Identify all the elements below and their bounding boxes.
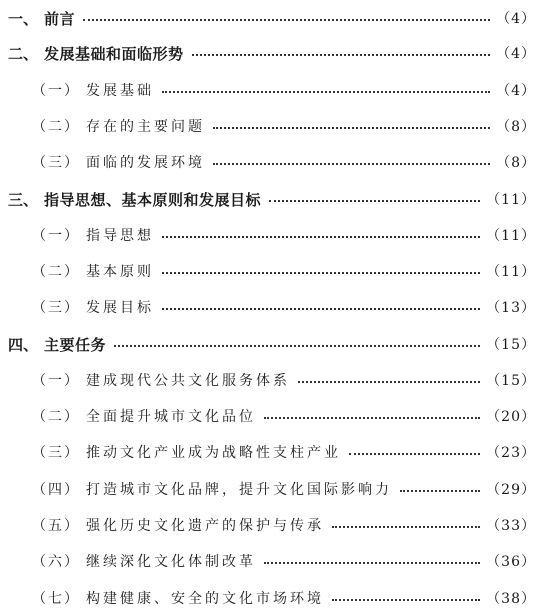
toc-entry-number: （四） (32, 482, 80, 498)
toc-entry-title: 构建健康、安全的文化市场环境 (86, 591, 324, 607)
toc-entry-number: （三） (32, 445, 80, 461)
toc-entry-subsection[interactable] (0, 476, 544, 502)
toc-entry-page: （8） (496, 119, 536, 135)
toc-entry-title: 打造城市文化品牌，提升文化国际影响力 (86, 482, 392, 498)
toc-entry-page: （4） (496, 46, 536, 62)
toc-entry-page: （13） (486, 300, 536, 316)
toc-entry-section[interactable] (0, 331, 544, 357)
dot-leader (162, 77, 490, 103)
toc-entry-preface[interactable] (0, 5, 544, 31)
dot-leader (162, 222, 480, 248)
toc-entry-title: 存在的主要问题 (86, 119, 205, 135)
toc-entry-section[interactable] (0, 40, 544, 66)
toc-entry-subsection[interactable] (0, 439, 544, 465)
dot-leader (213, 113, 490, 139)
toc-entry-title: 建成现代公共文化服务体系 (86, 373, 290, 389)
toc-entry-number: （三） (32, 155, 80, 171)
toc-entry-number: （二） (32, 264, 80, 280)
toc-entry-number: （三） (32, 300, 80, 316)
toc-entry-subsection[interactable] (0, 548, 544, 574)
toc-entry-page: （11） (486, 264, 536, 280)
dot-leader (269, 186, 480, 212)
toc-entry-title: 指导思想 (86, 228, 154, 244)
toc-entry-page: （15） (486, 373, 536, 389)
dot-leader (264, 403, 480, 429)
toc-entry-page: （33） (486, 518, 536, 534)
toc-entry-page: （15） (486, 337, 536, 353)
dot-leader (213, 149, 490, 175)
toc-entry-page: （4） (496, 11, 536, 27)
toc-entry-subsection[interactable] (0, 149, 544, 175)
toc-entry-title: 前言 (44, 9, 76, 28)
toc-entry-number: （二） (32, 409, 80, 425)
toc-entry-page: （23） (486, 445, 536, 461)
dot-leader (400, 476, 480, 502)
toc-entry-number: （二） (32, 119, 80, 135)
toc-entry-number: （五） (32, 518, 80, 534)
toc-entry-section[interactable] (0, 186, 544, 212)
toc-entry-number: （七） (32, 591, 80, 607)
dot-leader (264, 548, 480, 574)
toc-entry-number: 二、 (8, 44, 39, 63)
toc-entry-number: （一） (32, 373, 80, 389)
dot-leader (162, 258, 480, 284)
toc-entry-number: （一） (32, 228, 80, 244)
toc-entry-number: （一） (32, 83, 80, 99)
toc-entry-page: （20） (486, 409, 536, 425)
toc-entry-page: （38） (486, 591, 536, 607)
dot-leader (332, 585, 480, 611)
toc-entry-page: （4） (496, 83, 536, 99)
toc-entry-title: 主要任务 (44, 335, 107, 354)
toc-entry-title: 继续深化文化体制改革 (86, 554, 256, 570)
toc-entry-title: 全面提升城市文化品位 (86, 409, 256, 425)
toc-entry-number: （六） (32, 554, 80, 570)
dot-leader (114, 331, 480, 357)
toc-entry-title: 发展基础和面临形势 (44, 44, 184, 63)
toc-entry-subsection[interactable] (0, 258, 544, 284)
toc-entry-subsection[interactable] (0, 113, 544, 139)
toc-entry-number: 三、 (8, 190, 39, 209)
toc-entry-title: 发展基础 (86, 83, 154, 99)
toc-entry-title: 基本原则 (86, 264, 154, 280)
toc-entry-subsection[interactable] (0, 512, 544, 538)
toc-entry-title: 指导思想、基本原则和发展目标 (44, 190, 262, 209)
toc-entry-page: （11） (486, 192, 536, 208)
toc-entry-subsection[interactable] (0, 367, 544, 393)
toc-entry-page: （11） (486, 228, 536, 244)
toc-entry-number: 四、 (8, 335, 39, 354)
dot-leader (192, 40, 491, 66)
toc-entry-page: （36） (486, 554, 536, 570)
toc-entry-title: 面临的发展环境 (86, 155, 205, 171)
toc-entry-subsection[interactable] (0, 77, 544, 103)
dot-leader (162, 294, 480, 320)
dot-leader (349, 439, 480, 465)
toc-entry-subsection[interactable] (0, 403, 544, 429)
toc-entry-subsection[interactable] (0, 222, 544, 248)
dot-leader (332, 512, 480, 538)
toc-entry-title: 强化历史文化遗产的保护与传承 (86, 518, 324, 534)
toc-entry-subsection[interactable] (0, 294, 544, 320)
dot-leader (83, 5, 490, 31)
toc-entry-page: （29） (486, 482, 536, 498)
toc-entry-number: 一、 (8, 9, 39, 28)
toc-entry-title: 发展目标 (86, 300, 154, 316)
toc-entry-subsection[interactable] (0, 585, 544, 611)
dot-leader (298, 367, 480, 393)
toc-entry-page: （8） (496, 155, 536, 171)
toc-entry-title: 推动文化产业成为战略性支柱产业 (86, 445, 341, 461)
